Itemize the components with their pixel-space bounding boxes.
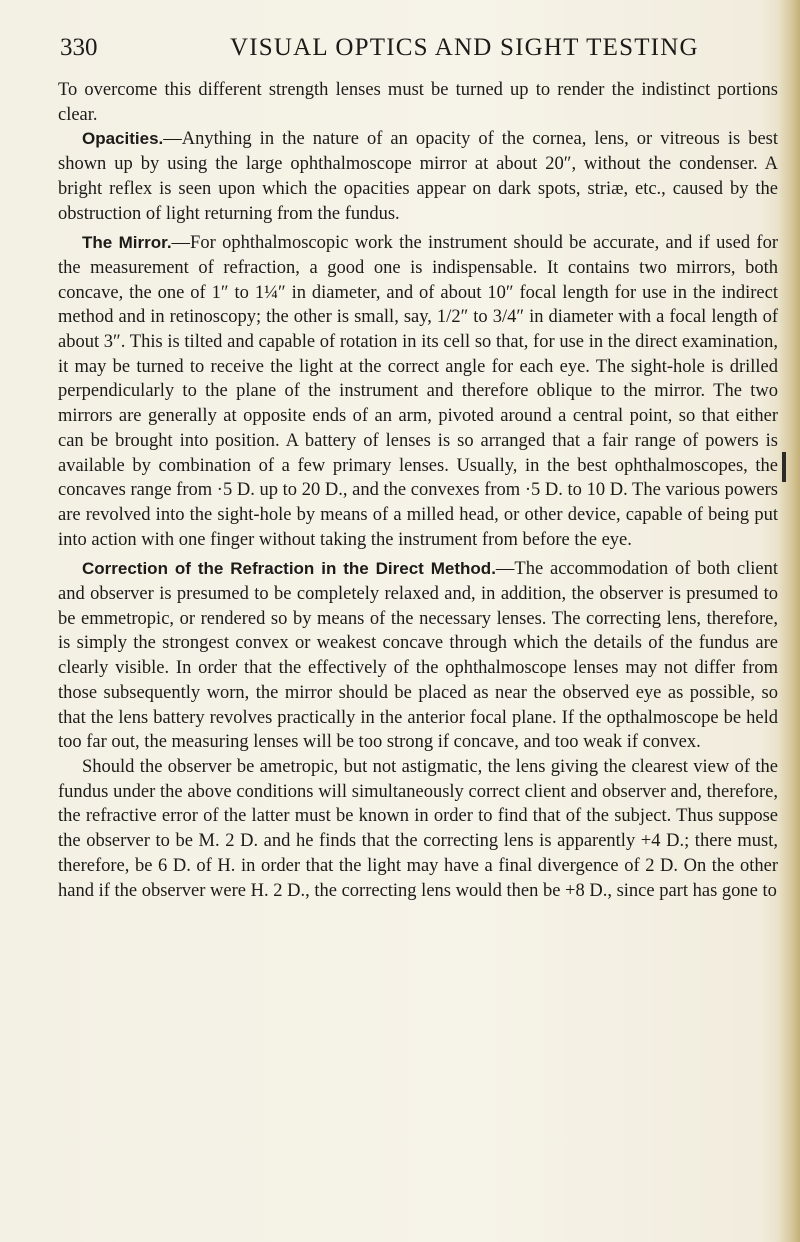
paragraph-ametropic-observer	[58, 755, 778, 903]
paragraph-heading: Opacities.	[82, 129, 164, 149]
page-edge-shadow	[778, 0, 800, 1242]
margin-mark	[782, 452, 786, 482]
paragraph-continuation	[58, 78, 778, 127]
running-title: VISUAL OPTICS AND SIGHT TESTING	[230, 34, 699, 61]
paragraph-text: —The accommodation of both client and observer is presumed to be completely relaxed and, in addition, the observer is presumed to be emmetropic, or rendered so by means of the necessary lenses. The correcting lens, therefore, is simply the strongest convex or weakest concave through which the details of the fundus are clearly visible. In order that the effectively of the ophthalmoscope lenses may not differ from those subsequently worn, the mirror should be placed as near the observed eye as possible, so that the lens battery revolves practically in the anterior focal plane. If the opthalmoscope be held too far out, the measuring lenses will be too strong if concave, and too weak if convex.	[58, 559, 778, 753]
paragraph-heading: Correction of the Refraction in the Direct Method.	[82, 559, 496, 579]
paragraph-mirror	[58, 231, 778, 552]
paragraph-text: —Anything in the nature of an opacity of the cornea, lens, or vitreous is best shown up by using the large ophthalmoscope mirror at about 20″, without the condenser. A bright reflex is seen upon which the opacities appear on dark spots, striæ, etc., caused by the obstruction of light returning from the fundus.	[58, 129, 778, 224]
paragraph-correction	[58, 557, 778, 755]
paragraph-heading: The Mirror.	[82, 233, 172, 253]
page-header	[60, 34, 780, 66]
paragraph-opacities	[58, 127, 778, 226]
paragraph-text: Should the observer be ametropic, but not astigmatic, the lens giving the clearest view of the fundus under the above conditions will simultaneously correct client and observer and, therefore, the refractive error of the latter must be known in order to find that of the subject. Thus suppose the observer to be M. 2 D. and he finds that the correcting lens is apparently +4 D.; there must, therefore, be 6 D. of H. in order that the light may have a final divergence of 2 D. On the other hand if the observer were H. 2 D., the correcting lens would then be +8 D., since part has gone to	[58, 756, 778, 901]
page-number: 330	[60, 34, 98, 61]
paragraph-text: —For ophthalmoscopic work the instrument should be accurate, and if used for the measurement of refraction, a good one is indispensable. It contains two mirrors, both concave, the one of 1″ to 1¼″ in diameter, and of about 10″ focal length for use in the indirect method and in retinoscopy; the other is small, say, 1/2″ to 3/4″ in diameter with a focal length of about 3″. This is tilted and capable of rotation in its cell so that, for use in the direct examination, it may be turned to receive the light at the correct angle for each eye. The sight-hole is drilled perpendicularly to the plane of the instrument and therefore oblique to the mirror. The two mirrors are generally at opposite ends of an arm, pivoted around a central point, so that either can be brought into position. A battery of lenses is so arranged that a fair range of powers is available by combination of a few primary lenses. Usually, in the best ophthalmoscopes, the concaves range from ·5 D. up to 20 D., and the convexes from ·5 D. to 10 D. The various powers are revolved into the sight-hole by means of a milled head, or other device, capable of being put into action with one finger without taking the instrument from before the eye.	[58, 233, 778, 550]
body-text	[58, 78, 778, 903]
paragraph-text: To overcome this different strength lenses must be turned up to render the indistinct portions clear.	[58, 80, 778, 125]
